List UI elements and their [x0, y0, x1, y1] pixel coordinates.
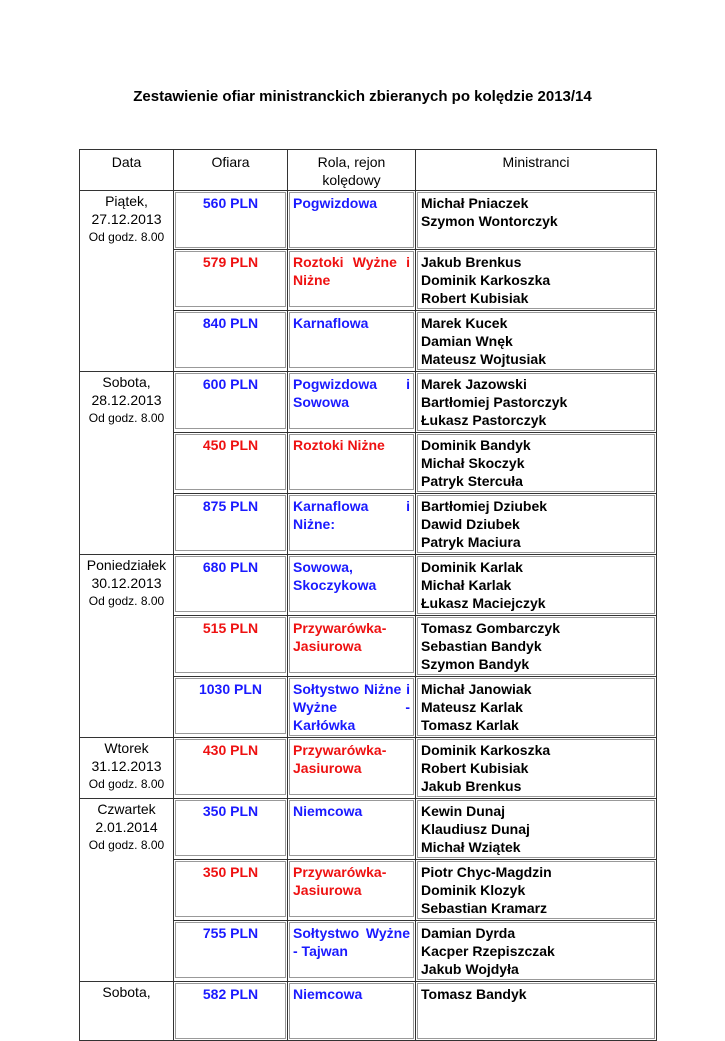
date-time: Od godz. 8.00: [88, 594, 165, 608]
route-cell-text: Roztoki Wyżne i Niżne: [293, 254, 410, 288]
servers-cell: [416, 250, 657, 311]
servers-cell: [416, 677, 657, 738]
server-name: Piotr Chyc-Magdzin: [421, 864, 552, 880]
route-cell: [288, 860, 416, 921]
servers-cell: [416, 738, 657, 799]
offering-cell: [174, 677, 288, 738]
route-cell: [288, 738, 416, 799]
servers-cell: [416, 311, 657, 372]
offering-cell-text: 515 PLN: [202, 620, 259, 636]
offering-cell-text: 350 PLN: [202, 803, 259, 819]
server-name: Łukasz Pastorczyk: [421, 412, 547, 428]
route-cell: [288, 494, 416, 555]
route-cell: [288, 372, 416, 433]
date-day: Wtorek: [104, 740, 149, 756]
server-name: Michał Janowiak: [421, 681, 532, 697]
route-cell: [288, 677, 416, 738]
server-name: Robert Kubisiak: [421, 760, 529, 776]
server-name: Michał Skoczyk: [421, 455, 525, 471]
server-name: Dominik Karkoszka: [421, 272, 551, 288]
date-date: 2.01.2014: [95, 819, 158, 835]
route-cell: [288, 799, 416, 860]
route-cell-text: Niemcowa: [293, 803, 363, 819]
date-time: Od godz. 8.00: [88, 777, 165, 791]
offering-cell-text: 560 PLN: [202, 195, 259, 211]
route-cell: [288, 433, 416, 494]
offering-cell-text: 755 PLN: [202, 925, 259, 941]
route-cell: [288, 616, 416, 677]
server-name: Bartłomiej Dziubek: [421, 498, 548, 514]
table-row: [80, 982, 657, 1041]
header-row: [80, 150, 657, 191]
offering-cell-text: 600 PLN: [202, 376, 259, 392]
header-servers: Ministranci: [416, 150, 657, 191]
header-date: Data: [80, 150, 174, 191]
route-cell-text: Karnaflowa: [293, 315, 369, 331]
server-name: Michał Wziątek: [421, 839, 521, 855]
date-cell: [80, 555, 174, 738]
offering-cell: [174, 616, 288, 677]
server-name: Kacper Rzepiszczak: [421, 943, 555, 959]
route-cell: [288, 191, 416, 250]
offering-cell: [174, 311, 288, 372]
date-date: 31.12.2013: [91, 758, 162, 774]
offering-cell: [174, 191, 288, 250]
offering-cell: [174, 433, 288, 494]
date-cell: [80, 799, 174, 982]
page-title: Zestawienie ofiar ministranckich zbieranych po kolędzie 2013/14: [133, 88, 592, 105]
route-cell: [288, 982, 416, 1041]
date-time: Od godz. 8.00: [88, 230, 165, 244]
server-name: Kewin Dunaj: [421, 803, 506, 819]
route-cell-text: Sołtystwo Wyżne - Tajwan: [293, 925, 410, 959]
route-cell: [288, 921, 416, 982]
table-row: [80, 555, 657, 616]
server-name: Patryk Maciura: [421, 534, 521, 550]
server-name: Mateusz Karlak: [421, 699, 523, 715]
servers-cell: [416, 921, 657, 982]
server-name: Tomasz Gombarczyk: [421, 620, 561, 636]
offering-cell-text: 350 PLN: [202, 864, 259, 880]
offering-cell-text: 450 PLN: [202, 437, 259, 453]
route-cell-text: Roztoki Niżne: [293, 437, 385, 453]
route-cell: [288, 311, 416, 372]
offering-cell-text: 875 PLN: [202, 498, 259, 514]
server-name: Łukasz Maciejczyk: [421, 595, 546, 611]
route-cell-text: Sołtystwo Niżne i Wyżne - Karłówka: [293, 681, 410, 733]
servers-cell: [416, 616, 657, 677]
date-day: Sobota,: [102, 374, 151, 390]
route-cell-text: Karnaflowa i Niżne:: [293, 498, 410, 532]
offering-cell: [174, 799, 288, 860]
route-cell-text: Pogwizdowa i Sowowa: [293, 376, 410, 410]
server-name: Marek Kucek: [421, 315, 508, 331]
offering-cell-text: 582 PLN: [202, 986, 259, 1002]
offering-cell: [174, 555, 288, 616]
route-cell: [288, 250, 416, 311]
server-name: Szymon Bandyk: [421, 656, 530, 672]
server-name: Tomasz Karlak: [421, 717, 519, 733]
server-name: Michał Pniaczek: [421, 195, 529, 211]
offering-cell-text: 430 PLN: [202, 742, 259, 758]
server-name: Bartłomiej Pastorczyk: [421, 394, 568, 410]
table-row: [80, 191, 657, 250]
header-route: Rola, rejon kolędowy: [288, 150, 416, 191]
servers-cell: [416, 433, 657, 494]
servers-cell: [416, 799, 657, 860]
route-cell-text: Przywarówka- Jasiurowa: [293, 742, 387, 776]
date-day: Sobota,: [102, 984, 151, 1000]
server-name: Michał Karlak: [421, 577, 512, 593]
server-name: Jakub Brenkus: [421, 778, 522, 794]
server-name: Jakub Wojdyła: [421, 961, 519, 977]
table-row: [80, 799, 657, 860]
servers-cell: [416, 860, 657, 921]
offering-cell-text: 579 PLN: [202, 254, 259, 270]
offering-cell: [174, 738, 288, 799]
date-cell: [80, 738, 174, 799]
date-cell: [80, 982, 174, 1041]
date-date: 28.12.2013: [91, 392, 162, 408]
server-name: Damian Dyrda: [421, 925, 516, 941]
table-row: [80, 738, 657, 799]
server-name: Tomasz Bandyk: [421, 986, 527, 1002]
table-row: [80, 372, 657, 433]
server-name: Mateusz Wojtusiak: [421, 351, 546, 367]
date-cell: [80, 372, 174, 555]
offering-cell: [174, 372, 288, 433]
route-cell-text: Przywarówka- Jasiurowa: [293, 864, 387, 898]
route-cell-text: Pogwizdowa: [293, 195, 377, 211]
server-name: Dawid Dziubek: [421, 516, 520, 532]
offering-cell-text: 840 PLN: [202, 315, 259, 331]
server-name: Robert Kubisiak: [421, 290, 529, 306]
date-date: 27.12.2013: [91, 211, 162, 227]
servers-cell: [416, 494, 657, 555]
server-name: Patryk Stercuła: [421, 473, 523, 489]
route-cell: [288, 555, 416, 616]
date-cell: [80, 191, 174, 372]
server-name: Sebastian Kramarz: [421, 900, 548, 916]
server-name: Klaudiusz Dunaj: [421, 821, 530, 837]
route-cell-text: Sowowa, Skoczykowa: [293, 559, 377, 593]
route-cell-text: Przywarówka- Jasiurowa: [293, 620, 387, 654]
date-time: Od godz. 8.00: [88, 411, 165, 425]
date-day: Piątek,: [105, 193, 148, 209]
servers-cell: [416, 555, 657, 616]
servers-cell: [416, 372, 657, 433]
header-offering: Ofiara: [174, 150, 288, 191]
servers-cell: [416, 191, 657, 250]
server-name: Dominik Bandyk: [421, 437, 531, 453]
offering-cell: [174, 860, 288, 921]
server-name: Jakub Brenkus: [421, 254, 522, 270]
offering-cell: [174, 982, 288, 1041]
server-name: Dominik Karkoszka: [421, 742, 551, 758]
server-name: Szymon Wontorczyk: [421, 213, 558, 229]
servers-cell: [416, 982, 657, 1041]
server-name: Dominik Karlak: [421, 559, 523, 575]
server-name: Damian Wnęk: [421, 333, 513, 349]
server-name: Marek Jazowski: [421, 376, 527, 392]
date-day: Czwartek: [97, 801, 156, 817]
date-day: Poniedziałek: [86, 557, 167, 573]
offering-cell: [174, 250, 288, 311]
offerings-table: [79, 149, 657, 1041]
route-cell-text: Niemcowa: [293, 986, 363, 1002]
offering-cell-text: 1030 PLN: [198, 681, 263, 697]
date-date: 30.12.2013: [91, 575, 162, 591]
offering-cell: [174, 494, 288, 555]
server-name: Sebastian Bandyk: [421, 638, 542, 654]
server-name: Dominik Klozyk: [421, 882, 526, 898]
offering-cell: [174, 921, 288, 982]
date-time: Od godz. 8.00: [88, 838, 165, 852]
offering-cell-text: 680 PLN: [202, 559, 259, 575]
